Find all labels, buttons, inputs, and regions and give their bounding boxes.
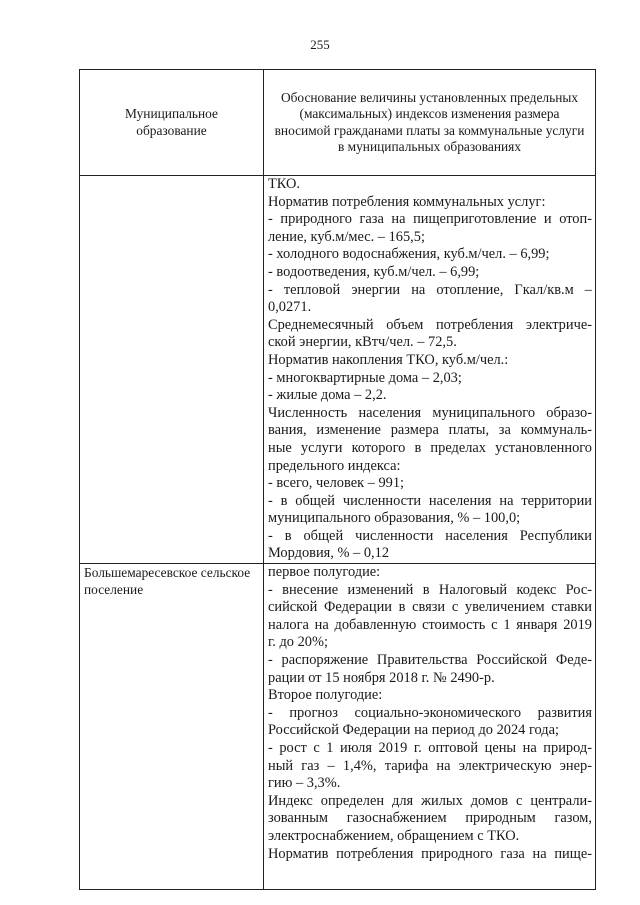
- text-line: Норматив накопления ТКО, куб.м/чел.:: [268, 351, 509, 368]
- text-line: Среднемесячный объем потребления электриче-: [268, 316, 592, 333]
- text-line: - в общей численности населения Республики: [268, 527, 592, 544]
- text-line: Численность населения муниципального образо-: [268, 404, 592, 421]
- text-line: Российской Федерации на период до 2024 года;: [268, 722, 559, 739]
- row2-municipality-cell: [80, 564, 264, 890]
- text-line: сийской Федерации в связи с увеличением ставки: [268, 599, 592, 616]
- text-line: - природного газа на пищеприготовление и отоп-: [268, 211, 592, 228]
- table-row: [80, 176, 596, 564]
- text-line: Индекс определен для жилых домов с централи-: [268, 792, 592, 809]
- text-line: - водоотведения, куб.м/чел. – 6,99;: [268, 263, 480, 280]
- text-line: - в общей численности населения на территории: [268, 492, 592, 509]
- text-line: Мордовия, % – 0,12: [268, 545, 390, 562]
- text-line: - прогноз социально-экономического развития: [268, 704, 592, 721]
- text-line: электроснабжением, обращением с ТКО.: [268, 827, 520, 844]
- text-line: первое полугодие:: [268, 564, 381, 581]
- text-line: - жилые дома – 2,2.: [268, 387, 387, 404]
- header-justification: [264, 70, 596, 176]
- table-header-row: [80, 70, 596, 176]
- text-line: - рост с 1 июля 2019 г. оптовой цены на природ-: [268, 740, 592, 756]
- text-line: налога на добавленную стоимость с 1 января 2019: [268, 616, 592, 633]
- text-line: ской энергии, кВтч/чел. – 72,5.: [268, 334, 457, 351]
- row2-justification-text: [268, 564, 592, 863]
- text-line: муниципального образования, % – 100,0;: [268, 510, 521, 527]
- row2-justification-cell: [264, 564, 596, 890]
- text-line: предельного индекса:: [268, 457, 401, 474]
- page-number: 255: [310, 37, 330, 52]
- row1-justification-cell: [264, 176, 596, 564]
- text-line: Норматив потребления коммунальных услуг:: [268, 193, 546, 210]
- text-line: - тепловой энергии на отопление, Гкал/кв.м –: [268, 281, 592, 298]
- text-line: ление, куб.м/мес. – 165,5;: [268, 228, 425, 245]
- row1-justification-text: [268, 176, 592, 563]
- text-line: гию – 3,3%.: [268, 775, 341, 792]
- header-justification-text: Обоснование величины установленных предельных (максимальных) индексов изменения размера вносимой гражданами платы за коммунальные услуги в муниципальных образованиях: [274, 89, 585, 154]
- text-line: Норматив потребления природного газа на пище-: [268, 845, 592, 862]
- text-line: - холодного водоснабжения, куб.м/чел. – 6,99;: [268, 246, 550, 263]
- text-line: Второе полугодие:: [268, 687, 383, 704]
- row1-municipality-cell: [80, 176, 264, 564]
- text-line: - внесение изменений в Налоговый кодекс Рос-: [268, 581, 592, 598]
- text-line: ТКО.: [268, 176, 301, 192]
- text-line: 0,0271.: [268, 299, 312, 316]
- table-row: [80, 564, 596, 890]
- text-line: - многоквартирные дома – 2,03;: [268, 369, 462, 386]
- header-municipality: [80, 70, 264, 176]
- header-municipality-text: Муниципальное образование: [125, 106, 218, 138]
- text-line: ный газ – 1,4%, тарифа на электрическую энер-: [268, 757, 592, 774]
- text-line: - всего, человек – 991;: [268, 475, 405, 492]
- municipal-index-table: [79, 69, 596, 890]
- text-line: вания, изменение размера платы, за коммуналь-: [268, 422, 592, 439]
- row2-municipality: Большемаресевское сельское поселение: [84, 565, 251, 598]
- text-line: ные услуги которого в пределах установленного: [268, 439, 592, 456]
- text-line: зованным газоснабжением природным газом,: [268, 810, 592, 827]
- text-line: г. до 20%;: [268, 634, 328, 651]
- text-line: рации от 15 ноября 2018 г. № 2490-р.: [268, 669, 495, 686]
- text-line: - распоряжение Правительства Российской Феде-: [268, 652, 592, 669]
